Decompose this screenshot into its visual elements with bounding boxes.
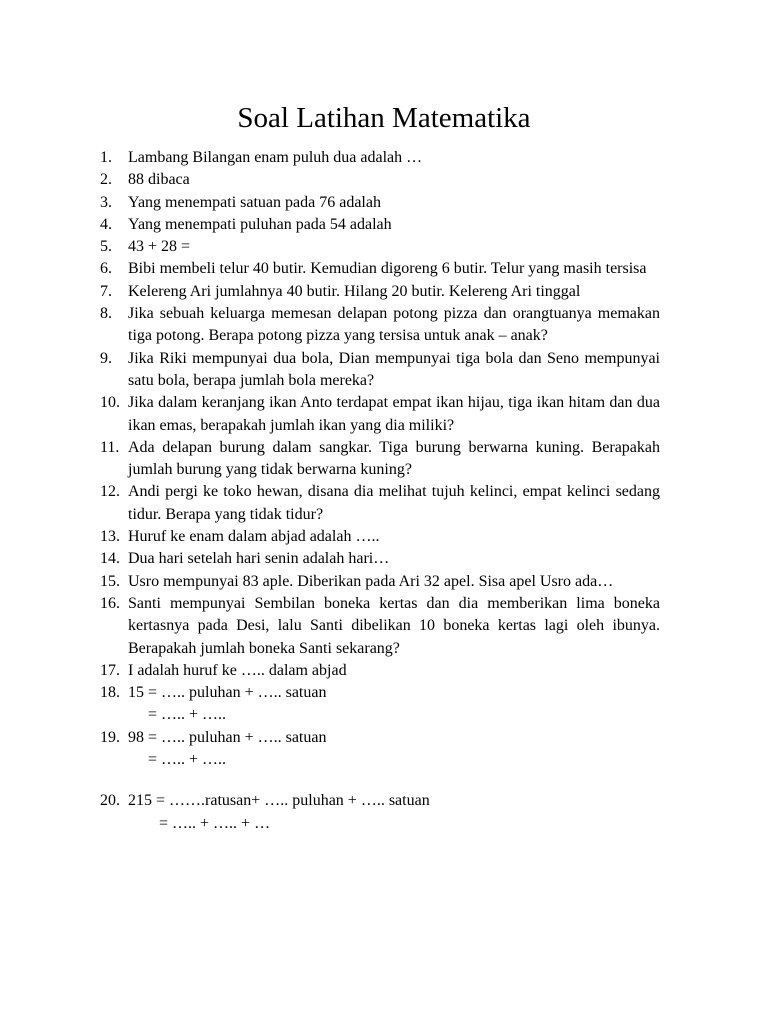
list-item [100, 281, 660, 303]
item-text: Dua hari setelah hari senin adalah hari… [128, 550, 390, 568]
list-item [100, 348, 660, 393]
list-item [100, 236, 660, 258]
page-title: Soal Latihan Matematika [237, 102, 531, 134]
item-continuation: = ….. + ….. + … [159, 814, 271, 832]
list-item [100, 727, 660, 772]
item-number: 16. [100, 594, 120, 612]
item-text: 215 = …….ratusan+ ….. puluhan + ….. satuan [128, 792, 430, 810]
question-list [100, 147, 660, 835]
list-item [100, 481, 660, 526]
item-text: Bibi membeli telur 40 butir. Kemudian digoreng 6 butir. Telur yang masih tersisa [128, 260, 647, 278]
item-number: 1. [100, 149, 112, 166]
list-item [100, 169, 660, 191]
item-text: Jika Riki mempunyai dua bola, Dian mempunyai tiga bola dan Seno mempunyai satu bola, berapa jumlah bola mereka? [128, 349, 660, 389]
list-item [100, 571, 660, 593]
item-text: Ada delapan burung dalam sangkar. Tiga burung berwarna kuning. Berapakah jumlah burung yang tidak berwarna kuning? [128, 438, 660, 479]
list-item [100, 526, 660, 548]
item-number: 20. [100, 792, 120, 810]
item-continuation: = ….. + ….. [148, 751, 227, 769]
item-text: I adalah huruf ke ….. dalam abjad [128, 661, 347, 679]
item-continuation: = ….. + ….. [148, 706, 227, 724]
item-number: 4. [100, 215, 112, 233]
list-item [100, 214, 660, 236]
list-item [100, 790, 660, 835]
list-item [100, 147, 660, 169]
item-number: 14. [100, 550, 120, 568]
item-text: Huruf ke enam dalam abjad adalah ….. [128, 528, 380, 546]
item-number: 11. [100, 438, 120, 456]
list-item [100, 392, 660, 437]
item-text: Jika dalam keranjang ikan Anto terdapat empat ikan hijau, tiga ikan hitam dan dua ikan emas, berapakah jumlah ikan yang dia miliki? [128, 394, 660, 434]
item-text: Usro mempunyai 83 aple. Diberikan pada Ari 32 apel. Sisa apel Usro ada… [128, 572, 614, 590]
item-number: 6. [100, 260, 112, 278]
item-number: 12. [100, 483, 120, 501]
list-item [100, 192, 660, 214]
list-item [100, 303, 660, 348]
item-text: Santi mempunyai Sembilan boneka kertas dan dia memberikan lima boneka kertasnya pada Desi, lalu Santi dibelikan 10 boneka kertas lagi oleh ibunya. Berapakah jumlah boneka Santi sekarang? [128, 594, 660, 657]
item-number: 9. [100, 349, 112, 367]
item-number: 7. [100, 282, 112, 300]
item-number: 15. [100, 572, 120, 590]
list-item [100, 660, 660, 682]
item-text: Lambang Bilangan enam puluh dua adalah … [128, 149, 423, 166]
list-item [100, 437, 660, 482]
item-number: 3. [100, 193, 112, 211]
list-item [100, 593, 660, 660]
item-number: 8. [100, 305, 112, 323]
list-item [100, 682, 660, 727]
item-text: Jika sebuah keluarga memesan delapan potong pizza dan orangtuanya memakan tiga potong. Berapa potong pizza yang tersisa untuk anak – anak? [128, 305, 660, 345]
item-text: Yang menempati puluhan pada 54 adalah [128, 215, 392, 233]
list-item [100, 548, 660, 570]
item-number: 17. [100, 661, 120, 679]
item-number: 5. [100, 238, 112, 256]
item-text: 43 + 28 = [128, 238, 191, 256]
item-text: Yang menempati satuan pada 76 adalah [128, 193, 381, 211]
item-text: 15 = ….. puluhan + ….. satuan [128, 684, 327, 702]
item-text: Andi pergi ke toko hewan, disana dia melihat tujuh kelinci, empat kelinci sedang tidur. Berapa yang tidak tidur? [128, 483, 660, 523]
item-number: 10. [100, 394, 120, 412]
item-number: 19. [100, 728, 120, 746]
item-text: 88 dibaca [128, 171, 190, 189]
item-number: 13. [100, 528, 120, 546]
item-text: Kelereng Ari jumlahnya 40 butir. Hilang 20 butir. Kelereng Ari tinggal [128, 282, 581, 300]
item-number: 2. [100, 171, 112, 189]
list-item [100, 258, 660, 280]
item-text: 98 = ….. puluhan + ….. satuan [128, 728, 327, 746]
item-number: 18. [100, 684, 120, 702]
